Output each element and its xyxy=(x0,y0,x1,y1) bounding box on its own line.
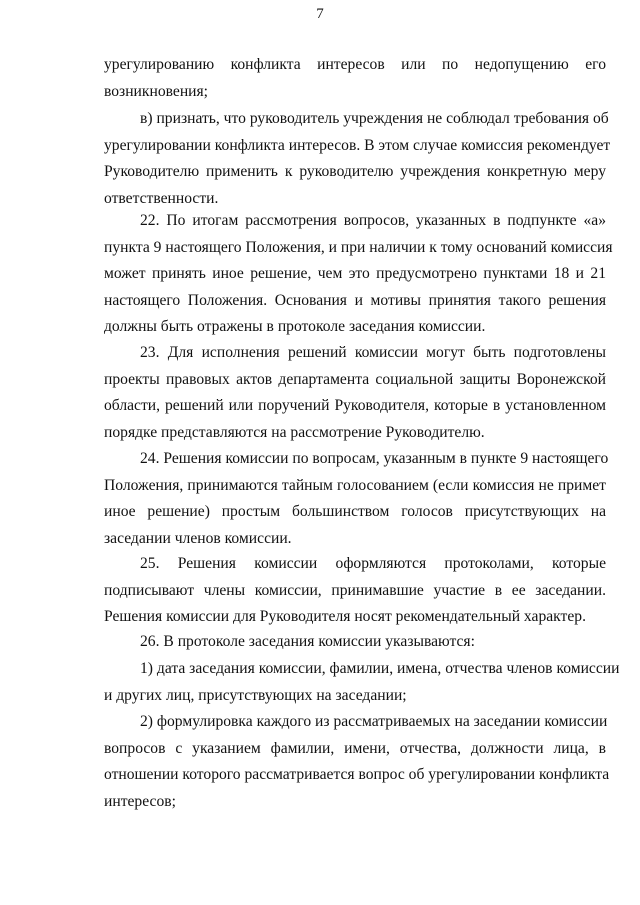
text-line: урегулированию конфликта интересов или по недопущению его xyxy=(104,56,606,73)
text-line: иное решение) простым большинством голосов присутствующих на xyxy=(104,503,606,521)
paragraph-item-v xyxy=(104,106,611,212)
text-line: Положения, принимаются тайным голосованием (если комиссия не примет xyxy=(104,476,606,494)
text-line: 23. Для исполнения решений комиссии могут быть подготовлены xyxy=(140,344,606,361)
text-line: вопросов с указанием фамилии, имени, отчества, должности лица, в xyxy=(104,739,606,757)
paragraph-continuation xyxy=(104,52,606,105)
text-line: пункта 9 настоящего Положения, и при наличии к тому оснований комиссия xyxy=(104,238,613,256)
text-line: 25. Решения комиссии оформляются протоколами, которые xyxy=(140,555,606,572)
text-line: области, решений или поручений Руководителя, которые в установленном xyxy=(104,397,606,415)
text-line: и других лиц, присутствующих на заседании; xyxy=(104,686,407,704)
text-line: подписывают члены комиссии, принимавшие участие в ее заседании. xyxy=(104,581,606,599)
text-line: в) признать, что руководитель учреждения не соблюдал требования об xyxy=(140,110,609,127)
text-line: проекты правовых актов департамента социальной защиты Воронежской xyxy=(104,370,606,388)
paragraph-26 xyxy=(104,629,606,656)
paragraph-24 xyxy=(104,446,609,552)
paragraph-26-item-1 xyxy=(104,656,620,709)
paragraph-22 xyxy=(104,208,613,341)
text-line: Руководителю применить к руководителю учреждения конкретную меру xyxy=(104,163,606,181)
text-line: должны быть отражены в протоколе заседания комиссии. xyxy=(104,318,486,336)
text-line: заседании членов комиссии. xyxy=(104,529,292,547)
text-line: 2) формулировка каждого из рассматриваемых на заседании комиссии xyxy=(140,713,608,730)
text-line: возникновения; xyxy=(104,82,209,100)
text-line: 22. По итогам рассмотрения вопросов, указанных в подпункте «а» xyxy=(140,212,606,229)
text-line: порядке представляются на рассмотрение Руководителю. xyxy=(104,423,485,441)
text-line: отношении которого рассматривается вопрос об урегулировании конфликта xyxy=(104,766,610,784)
text-line: интересов; xyxy=(104,792,176,810)
text-line: может принять иное решение, чем это предусмотрено пунктами 18 и 21 xyxy=(104,265,606,283)
text-line: ответственности. xyxy=(104,189,219,207)
text-line: Решения комиссии для Руководителя носят рекомендательный характер. xyxy=(104,608,586,626)
text-line: настоящего Положения. Основания и мотивы принятия такого решения xyxy=(104,291,606,309)
paragraph-23 xyxy=(104,340,606,446)
paragraph-25 xyxy=(104,551,606,631)
text-line: урегулировании конфликта интересов. В этом случае комиссия рекомендует xyxy=(104,136,611,154)
paragraph-26-item-2 xyxy=(104,709,610,815)
text-line: 26. В протоколе заседания комиссии указываются: xyxy=(140,633,475,650)
text-line: 24. Решения комиссии по вопросам, указанным в пункте 9 настоящего xyxy=(140,450,609,467)
text-line: 1) дата заседания комиссии, фамилии, имена, отчества членов комиссии xyxy=(140,660,620,677)
page-number: 7 xyxy=(316,6,324,22)
